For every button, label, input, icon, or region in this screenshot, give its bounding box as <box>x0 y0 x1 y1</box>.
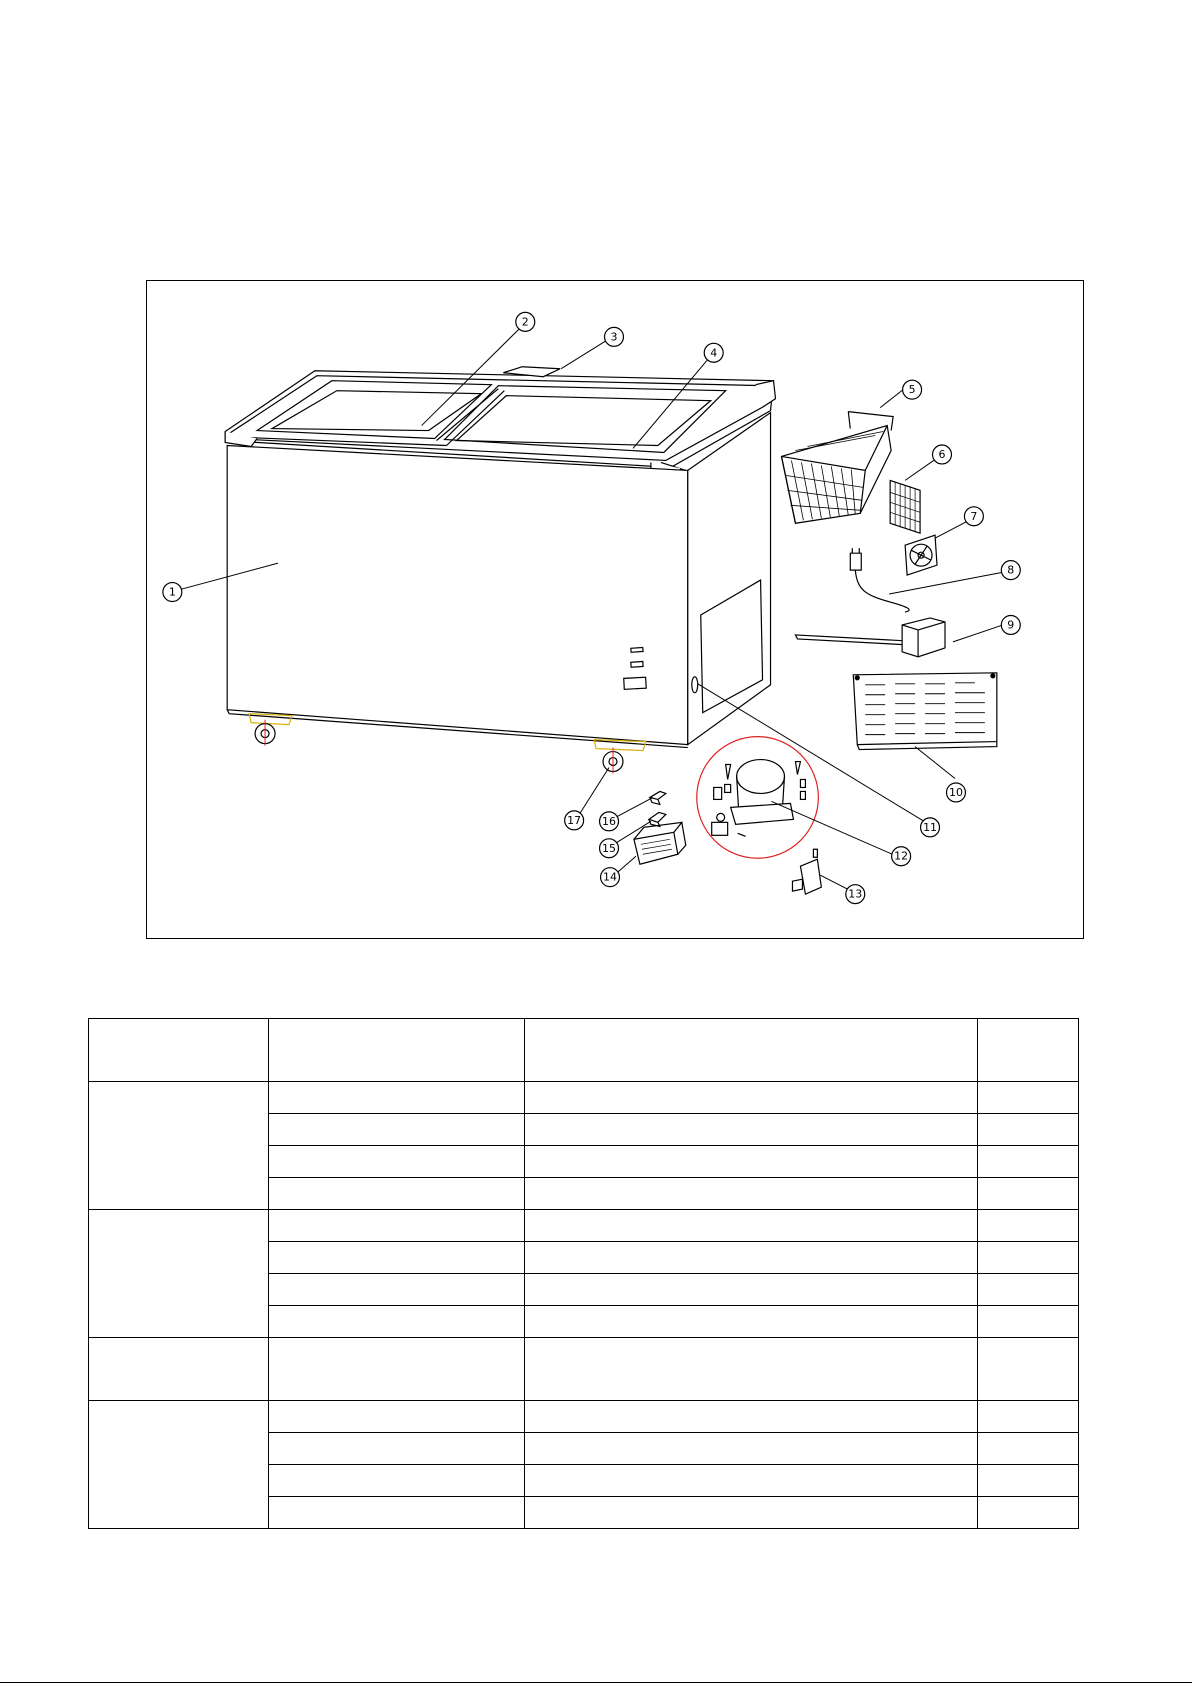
table-cell <box>525 1210 978 1242</box>
table-cell <box>269 1338 525 1401</box>
parts-list-table <box>88 1018 1079 1529</box>
evaporator-grille <box>890 480 920 533</box>
callout-11: 11 <box>923 820 938 834</box>
table-cell <box>525 1114 978 1146</box>
wire-basket <box>781 412 893 524</box>
table-cell <box>269 1433 525 1465</box>
switch-parts <box>649 791 666 826</box>
table-cell <box>269 1242 525 1274</box>
table-row <box>89 1082 1079 1114</box>
table-cell <box>269 1082 525 1114</box>
table-cell <box>978 1433 1079 1465</box>
callout-5: 5 <box>908 383 916 397</box>
table-cell <box>269 1114 525 1146</box>
table-cell <box>978 1082 1079 1114</box>
callout-6: 6 <box>938 447 946 461</box>
table-row <box>89 1210 1079 1242</box>
table-row <box>89 1401 1079 1433</box>
callout-12: 12 <box>894 849 909 863</box>
table-cell <box>269 1497 525 1529</box>
table-cell <box>978 1146 1079 1178</box>
table-cell <box>978 1306 1079 1338</box>
table-cell <box>978 1497 1079 1529</box>
header-cell <box>269 1019 525 1082</box>
compressor <box>697 737 819 859</box>
thermostat <box>795 618 945 657</box>
rear-vent-panel <box>853 673 997 750</box>
callout-1: 1 <box>168 585 176 599</box>
page-bottom-rule <box>0 1682 1192 1683</box>
table-cell <box>525 1274 978 1306</box>
group-label-cell <box>89 1082 269 1210</box>
table-cell <box>525 1178 978 1210</box>
table-cell <box>525 1082 978 1114</box>
power-cord <box>850 548 909 612</box>
control-box <box>634 822 686 864</box>
table-cell <box>978 1210 1079 1242</box>
table-cell <box>978 1401 1079 1433</box>
group-label-cell <box>89 1210 269 1338</box>
table-cell <box>525 1306 978 1338</box>
table-cell <box>978 1242 1079 1274</box>
table-cell <box>269 1178 525 1210</box>
diagram-canvas <box>147 281 1083 938</box>
header-cell <box>89 1019 269 1082</box>
callout-8: 8 <box>1007 563 1015 577</box>
table-cell <box>269 1274 525 1306</box>
table-row <box>89 1338 1079 1401</box>
group-label-cell <box>89 1338 269 1401</box>
table-cell <box>978 1114 1079 1146</box>
table-cell <box>525 1338 978 1401</box>
table-cell <box>525 1242 978 1274</box>
table-cell <box>525 1465 978 1497</box>
table-cell <box>978 1178 1079 1210</box>
table-cell <box>525 1146 978 1178</box>
callout-4: 4 <box>710 346 718 360</box>
fan-motor <box>905 535 937 575</box>
group-label-cell <box>89 1401 269 1529</box>
table-cell <box>525 1401 978 1433</box>
table-cell <box>525 1497 978 1529</box>
freezer-cabinet <box>225 371 775 748</box>
header-cell <box>978 1019 1079 1082</box>
callout-13: 13 <box>848 887 863 901</box>
callout-17: 17 <box>567 813 582 827</box>
table-cell <box>269 1401 525 1433</box>
callout-7: 7 <box>970 509 978 523</box>
callout-16: 16 <box>602 814 616 828</box>
callout-3: 3 <box>610 330 618 344</box>
table-cell <box>269 1306 525 1338</box>
table-cell <box>978 1465 1079 1497</box>
callout-2: 2 <box>521 315 529 329</box>
callout-15: 15 <box>602 841 616 855</box>
table-header-row <box>89 1019 1079 1082</box>
header-cell <box>525 1019 978 1082</box>
table-cell <box>978 1338 1079 1401</box>
callout-9: 9 <box>1007 618 1015 632</box>
callout-14: 14 <box>603 870 617 884</box>
table-cell <box>269 1210 525 1242</box>
table-cell <box>978 1274 1079 1306</box>
exploded-parts-diagram <box>146 280 1084 939</box>
table-cell <box>269 1146 525 1178</box>
callout-10: 10 <box>948 785 963 799</box>
table-cell <box>525 1433 978 1465</box>
table-cell <box>269 1465 525 1497</box>
start-relay <box>792 849 821 894</box>
